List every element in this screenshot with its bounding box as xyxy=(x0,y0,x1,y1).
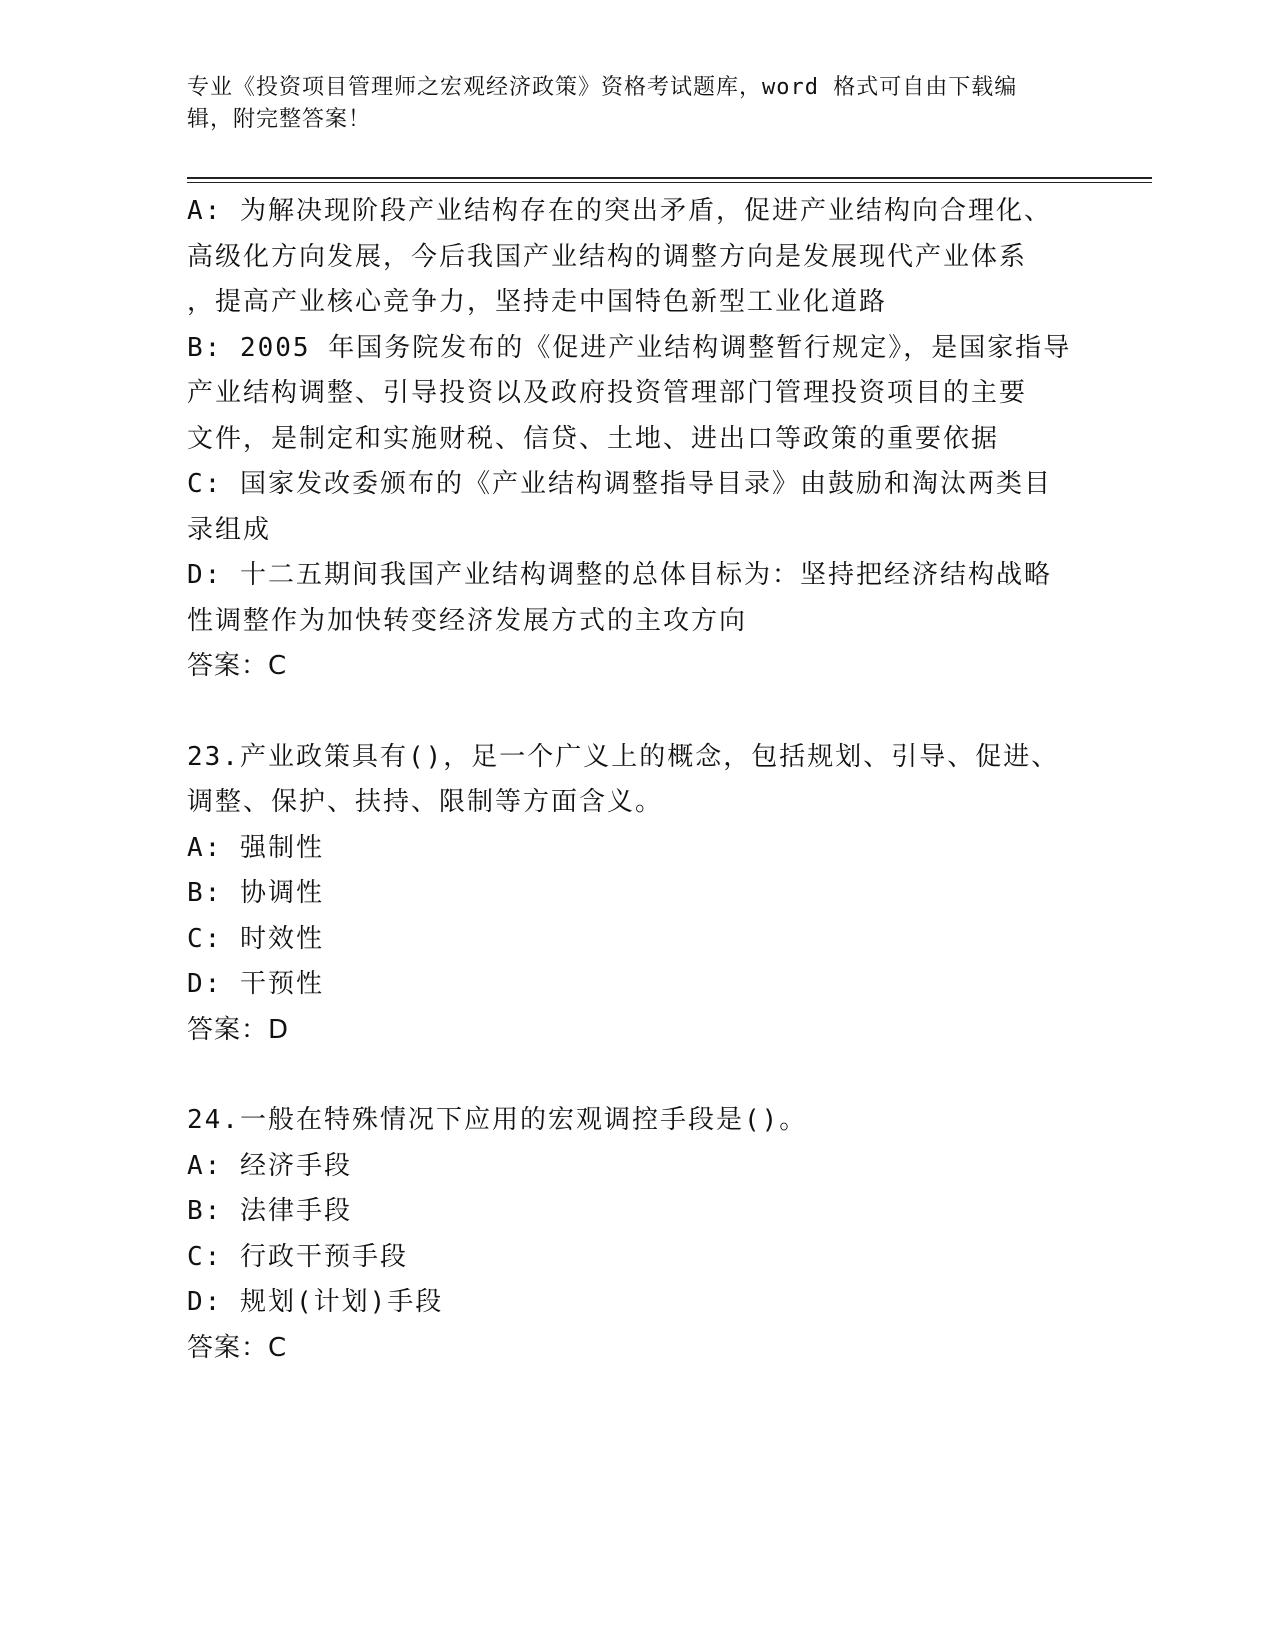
option-a-line: ，提高产业核心竞争力，坚持走中国特色新型工业化道路 xyxy=(187,287,888,317)
answer-line: 答案：D xyxy=(187,1014,290,1045)
question-stem-line: 24.一般在特殊情况下应用的宏观调控手段是()。 xyxy=(187,1105,808,1135)
question-24 xyxy=(187,1098,1087,1371)
header-line: 专业《投资项目管理师之宏观经济政策》资格考试题库，word 格式可自由下载编 xyxy=(187,75,1018,100)
option-b-line: 文件，是制定和实施财税、信贷、土地、进出口等政策的重要依据 xyxy=(187,423,1000,454)
option-b-line: 产业结构调整、引导投资以及政府投资管理部门管理投资项目的主要 xyxy=(187,378,1028,408)
question-stem-line: 调整、保护、扶持、限制等方面含义。 xyxy=(187,787,664,817)
page-header xyxy=(187,72,1087,136)
answer-line: 答案：C xyxy=(187,1332,288,1363)
document-body xyxy=(187,189,1087,1371)
question-23 xyxy=(187,735,1087,1054)
option-a-line: 高级化方向发展，今后我国产业结构的调整方向是发展现代产业体系 xyxy=(187,241,1028,272)
option-b-line: B: 协调性 xyxy=(187,878,324,908)
option-c-line: C: 时效性 xyxy=(187,923,324,954)
option-a-line: A: 强制性 xyxy=(187,832,324,863)
header-divider xyxy=(187,177,1152,183)
option-a-line: A: 为解决现阶段产业结构存在的突出矛盾，促进产业结构向合理化、 xyxy=(187,196,1052,226)
option-c-line: C: 国家发改委颁布的《产业结构调整指导目录》由鼓励和淘汰两类目 xyxy=(187,469,1052,499)
answer-line: 答案：C xyxy=(187,651,288,681)
option-c-line: 录组成 xyxy=(187,514,272,545)
question-stem-line: 23.产业政策具有()，足一个广义上的概念，包括规划、引导、促进、 xyxy=(187,741,1060,772)
spacer xyxy=(187,690,1087,735)
option-d-line: D: 干预性 xyxy=(187,969,324,999)
option-b-line: B: 法律手段 xyxy=(187,1196,352,1226)
option-a-line: A: 经济手段 xyxy=(187,1150,352,1181)
option-b-line: B: 2005 年国务院发布的《促进产业结构调整暂行规定》，是国家指导 xyxy=(187,332,1072,363)
spacer xyxy=(187,1053,1087,1098)
option-c-line: C: 行政干预手段 xyxy=(187,1241,408,1272)
option-d-line: D: 十二五期间我国产业结构调整的总体目标为：坚持把经济结构战略 xyxy=(187,560,1052,590)
option-d-line: D: 规划(计划)手段 xyxy=(187,1287,444,1317)
header-line: 辑，附完整答案！ xyxy=(187,107,372,132)
question-22-options xyxy=(187,189,1087,690)
option-d-line: 性调整作为加快转变经济发展方式的主攻方向 xyxy=(187,605,748,636)
